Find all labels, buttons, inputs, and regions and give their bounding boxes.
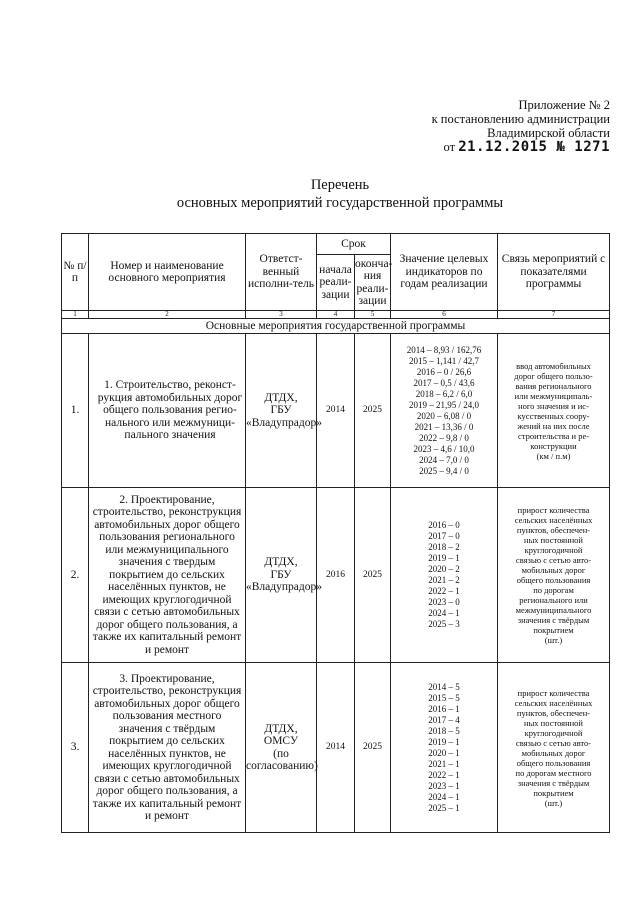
program-link-line: круглогодичной: [524, 727, 583, 738]
indicator-values-line: 2015 – 5: [428, 692, 460, 703]
program-link-line: (км / п.м): [536, 450, 571, 461]
measure-name-line: или межмуниципального: [105, 543, 229, 556]
responsible: [246, 488, 322, 663]
indicator-values-line: 2023 – 0: [428, 597, 460, 607]
table-row: [62, 488, 610, 663]
measure-name: [89, 663, 246, 833]
indicator-values-line: 2023 – 1: [428, 780, 460, 791]
indicator-values-line: 2022 – 1: [428, 586, 460, 596]
program-link-line: круглогодичной: [524, 545, 583, 555]
header-name: Номер и наименование основного мероприятия: [89, 234, 246, 311]
responsible-line: (по: [273, 747, 289, 760]
program-link-line: прирост количества: [517, 505, 590, 515]
program-link-line: покрытием: [533, 787, 574, 798]
measure-name-line: дорог общего пользования, а: [96, 785, 238, 797]
measure-name-line: покрытием до сельских: [109, 735, 225, 747]
appendix-title: Приложение № 2: [518, 98, 610, 112]
responsible-line: ДТДХ,: [264, 556, 298, 569]
appendix-header: [432, 98, 610, 154]
header-end: оконча-ния реали-зации: [355, 255, 391, 311]
responsible-line: согласованию): [246, 760, 318, 772]
col-number: 6: [391, 311, 498, 319]
date-prefix: от: [443, 140, 456, 154]
measure-name-line: связи с сетью автомобильных: [94, 606, 240, 619]
measure-name-line: покрытием до сельских: [109, 568, 225, 581]
indicator-values-line: 2020 – 2: [428, 564, 460, 574]
measure-name-line: имеющих круглогодичной: [102, 593, 232, 606]
header-num: № п/п: [62, 234, 89, 311]
program-link-line: строительства и ре-: [517, 430, 590, 441]
program-link-line: пунктов, обеспечен-: [516, 707, 591, 718]
program-link-line: вания регионального: [515, 380, 592, 391]
col-number: 5: [355, 311, 391, 319]
measure-name-line: 3. Проектирование,: [119, 672, 215, 685]
indicator-values-line: 2024 – 7,0 / 0: [419, 454, 469, 465]
measure-name: [89, 334, 246, 488]
measure-name-line: пользования местного: [112, 710, 222, 722]
program-link: [498, 663, 610, 833]
measure-name-line: нального или межмуници-: [104, 416, 236, 429]
header-term: Срок: [317, 234, 391, 255]
row-number: 3.: [62, 663, 89, 833]
measure-name-line: значения с твёрдым: [118, 722, 216, 735]
end-year: 2025: [355, 334, 391, 488]
indicator-values-line: 2016 – 1: [428, 703, 460, 714]
indicator-values-line: 2017 – 4: [428, 714, 460, 725]
program-link-line: кусственных соору-: [517, 410, 590, 421]
responsible: [246, 663, 317, 833]
responsible-line: «Владупрадор»: [246, 581, 322, 594]
responsible: [246, 334, 322, 488]
indicator-values: [391, 334, 498, 488]
measure-name-line: пального значения: [124, 429, 216, 442]
program-link-line: сельских населённых: [514, 697, 593, 708]
row-number: 2.: [62, 488, 89, 663]
end-year: 2025: [355, 663, 391, 833]
indicator-values-line: 2023 – 4,6 / 10,0: [413, 443, 475, 454]
measure-name-line: автомобильных дорог общего: [94, 518, 240, 531]
indicator-values-line: 2015 – 1,141 / 42,7: [409, 355, 480, 366]
indicator-values-line: 2025 – 1: [428, 802, 460, 813]
program-link-line: межмуниципального: [515, 605, 592, 615]
indicator-values-line: 2018 – 5: [428, 725, 460, 736]
indicator-values-line: 2021 – 13,36 / 0: [414, 421, 474, 432]
measure-name-line: строительство, реконструкция: [92, 685, 242, 697]
header-link: Связь мероприятий с показателями программы: [498, 234, 610, 311]
indicator-values-line: 2024 – 1: [428, 791, 460, 802]
program-link-line: ных постоянной: [524, 717, 583, 728]
responsible-line: ОМСУ: [263, 735, 299, 747]
header-responsible: Ответст-венный исполни-тель: [246, 234, 317, 311]
col-number: 2: [89, 311, 246, 319]
program-link-line: прирост количества: [517, 687, 590, 698]
program-link-line: мобильных дорог: [521, 565, 586, 575]
responsible-line: ДТДХ,: [264, 722, 298, 735]
header-row: [62, 234, 610, 255]
indicator-values-line: 2018 – 2: [428, 542, 460, 552]
indicator-values-line: 2017 – 0,5 / 43,6: [413, 377, 475, 388]
table-body: [62, 334, 610, 833]
measure-name-line: и ремонт: [144, 643, 190, 656]
indicator-values-line: 2022 – 1: [428, 769, 460, 780]
indicator-values-line: 2019 – 21,95 / 24,0: [409, 399, 480, 410]
section-row: [62, 319, 610, 334]
program-link-line: (шт.): [544, 635, 563, 645]
indicator-values-line: 2024 – 1: [428, 608, 460, 618]
responsible-line: ГБУ: [270, 404, 292, 417]
measure-name-line: общего пользования регио-: [103, 404, 237, 417]
measure-name-line: значения с твердым: [118, 556, 216, 569]
program-link-line: покрытием: [533, 625, 574, 635]
row-number: 1.: [62, 334, 89, 488]
measure-name-line: также их капитальный ремонт: [92, 631, 242, 644]
table-row: [62, 663, 610, 833]
indicator-values-line: 2014 – 5: [428, 681, 460, 692]
responsible-line: ГБУ: [270, 568, 292, 581]
measure-name-line: рукция автомобильных дорог: [97, 391, 243, 404]
column-numbers-row: [62, 311, 610, 319]
program-link-line: (шт.): [544, 797, 563, 808]
indicator-values: [391, 488, 498, 663]
program-link-line: значения с твёрдым: [517, 777, 590, 788]
indicator-values-line: 2025 – 9,4 / 0: [419, 465, 469, 476]
indicator-values-line: 2019 – 1: [428, 553, 460, 563]
appendix-ref: к постановлению администрации: [431, 112, 610, 126]
measure-name-line: населённых пунктов, не: [108, 747, 226, 760]
appendix-region: Владимирской области: [487, 126, 610, 140]
title-line-1: Перечень: [310, 177, 370, 193]
program-link-line: связью с сетью авто-: [515, 737, 592, 748]
program-link-line: общего пользования: [516, 757, 591, 768]
program-link-line: мобильных дорог: [521, 747, 586, 758]
document-title: [60, 176, 620, 212]
indicator-values-line: 2018 – 6,2 / 6,0: [415, 388, 473, 399]
indicator-values-line: 2020 – 1: [428, 747, 460, 758]
measure-name-line: автомобильных дорог общего: [94, 697, 240, 710]
program-link-line: регионального или: [519, 595, 588, 605]
indicator-values-line: 2017 – 0: [428, 531, 460, 541]
measures-table: [61, 233, 610, 833]
measure-name-line: 2. Проектирование,: [119, 493, 215, 506]
measure-name-line: и ремонт: [144, 810, 190, 822]
program-link-line: конструкции: [530, 440, 577, 451]
program-link-line: сельских населённых: [514, 515, 593, 525]
measure-name-line: дорог общего пользования, а: [96, 618, 238, 631]
col-number: 7: [498, 311, 610, 319]
measure-name-line: строительство, реконструкция: [92, 506, 242, 519]
program-link-line: ного значения и ис-: [518, 400, 589, 411]
program-link-line: общего пользования: [516, 575, 591, 585]
program-link-line: связью с сетью авто-: [515, 555, 592, 565]
date-value: 21.12.2015 № 1271: [458, 139, 610, 155]
indicator-values-line: 2020 – 6,08 / 0: [416, 410, 472, 421]
measure-name-line: также их капитальный ремонт: [92, 797, 242, 810]
program-link: [498, 488, 610, 663]
program-link-line: жений на них после: [517, 420, 590, 431]
program-link-line: или межмуниципаль-: [514, 390, 593, 401]
program-link-line: по дорогам: [533, 585, 574, 595]
responsible-line: ДТДХ,: [264, 391, 298, 404]
program-link-line: ных постоянной: [524, 535, 583, 545]
section-title: Основные мероприятия государственной программы: [62, 319, 610, 334]
program-link-line: пунктов, обеспечен-: [516, 525, 591, 535]
indicator-values-line: 2014 – 8,93 / 162,76: [406, 344, 482, 355]
appendix-dateline: [432, 140, 610, 154]
end-year: 2025: [355, 488, 391, 663]
program-link: [498, 334, 610, 488]
indicator-values: [391, 663, 498, 833]
start-year: 2016: [317, 488, 355, 663]
program-link-line: по дорогам местного: [515, 767, 592, 778]
indicator-values-line: 2021 – 2: [428, 575, 460, 585]
title-line-2: основных мероприятий государственной программы: [176, 195, 504, 211]
indicator-values-line: 2022 – 9,8 / 0: [419, 432, 469, 443]
program-link-line: дорог общего пользо-: [514, 370, 593, 381]
table-row: [62, 334, 610, 488]
header-indicators: Значение целевых индикаторов по годам реализации: [391, 234, 498, 311]
measure-name-line: пользования регионального: [99, 531, 235, 544]
program-link-line: ввод автомобильных: [516, 360, 591, 371]
responsible-line: «Владупрадор»: [246, 416, 322, 429]
measure-name-line: 1. Строительство, реконст-: [104, 379, 236, 392]
measure-name-line: имеющих круглогодичной: [102, 760, 232, 772]
program-link-line: значения с твёрдым: [517, 615, 590, 625]
indicator-values-line: 2019 – 1: [428, 736, 460, 747]
measure-name: [89, 488, 246, 663]
indicator-values-line: 2025 – 3: [428, 619, 460, 629]
start-year: 2014: [317, 334, 355, 488]
start-year: 2014: [317, 663, 355, 833]
indicator-values-line: 2016 – 0: [428, 520, 460, 530]
indicator-values-line: 2021 – 1: [428, 758, 460, 769]
indicator-values-line: 2016 – 0 / 26,6: [416, 366, 472, 377]
col-number: 3: [246, 311, 317, 319]
measure-name-line: связи с сетью автомобильных: [94, 772, 240, 785]
col-number: 1: [62, 311, 89, 319]
col-number: 4: [317, 311, 355, 319]
header-start: начала реали-зации: [317, 255, 355, 311]
measure-name-line: населённых пунктов, не: [108, 581, 226, 594]
